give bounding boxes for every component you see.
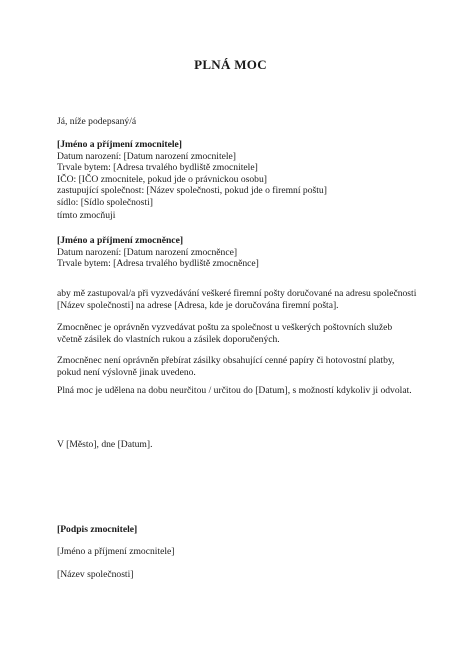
signature-heading-line: [Podpis zmocnitele] [57,524,138,535]
authorize-line: tímto zmocňuji [57,210,116,221]
principal-heading: [Jméno a příjmení zmocnitele] [57,139,182,150]
place-date [57,439,407,451]
place-date-line: V [Město], dne [Datum]. [57,439,153,450]
signature-name [57,546,407,558]
principal-ico: IČO: [IČO zmocnitele, pokud jde o právnickou osobu] [57,173,267,185]
document-title: PLNÁ MOC [194,57,267,72]
paragraph-line: pokud není výslovně jinak uvedeno. [57,366,196,378]
paragraph-scope [57,288,417,311]
paragraph-line: Zmocněnec není oprávněn přebírat zásilky obsahující cenné papíry či hotovostní platby, [57,355,395,366]
paragraph-line: včetně zásilek do vlastních rukou a zásilek doporučených. [57,333,280,345]
principal-birth-date: Datum narození: [Datum narození zmocnitele] [57,150,237,162]
paragraph-limits [57,355,407,378]
paragraph-line: Zmocněnec je oprávněn vyzvedávat poštu za společnost u veškerých poštovních služeb [57,322,393,333]
principal-company: zastupující společnost: [Název společnosti, pokud jde o firemní poštu] [57,185,327,196]
agent-birth-date: Datum narození: [Datum narození zmocněnce] [57,246,238,258]
principal-seat: sídlo: [Sídlo společnosti] [57,196,153,208]
paragraph-validity [57,385,412,397]
intro-line: Já, níže podepsaný/á [57,116,137,127]
signature-heading [57,524,407,536]
agent-heading: [Jméno a příjmení zmocněnce] [57,235,184,246]
authorize-text [57,210,407,222]
paragraph-line: Plná moc je udělena na dobu neurčitou / určitou do [Datum], s možností kdykoliv ji odvolat. [57,385,412,396]
intro-text [57,116,407,128]
principal-address: Trvale bytem: [Adresa trvalého bydliště zmocnitele] [57,162,258,173]
paragraph-line: [Název společnosti] na adrese [Adresa, kde je doručována firemní pošta]. [57,299,339,311]
paragraph-rights [57,322,407,345]
principal-block [57,139,407,208]
signature-company [57,569,407,581]
agent-block [57,235,407,270]
agent-address: Trvale bytem: [Adresa trvalého bydliště zmocněnce] [57,258,259,269]
signature-company-line: [Název společnosti] [57,569,134,580]
paragraph-line: aby mě zastupoval/a při vyzvedávání veškeré firemní pošty doručované na adresu společnosti [57,288,417,299]
signature-name-line: [Jméno a příjmení zmocnitele] [57,546,175,557]
